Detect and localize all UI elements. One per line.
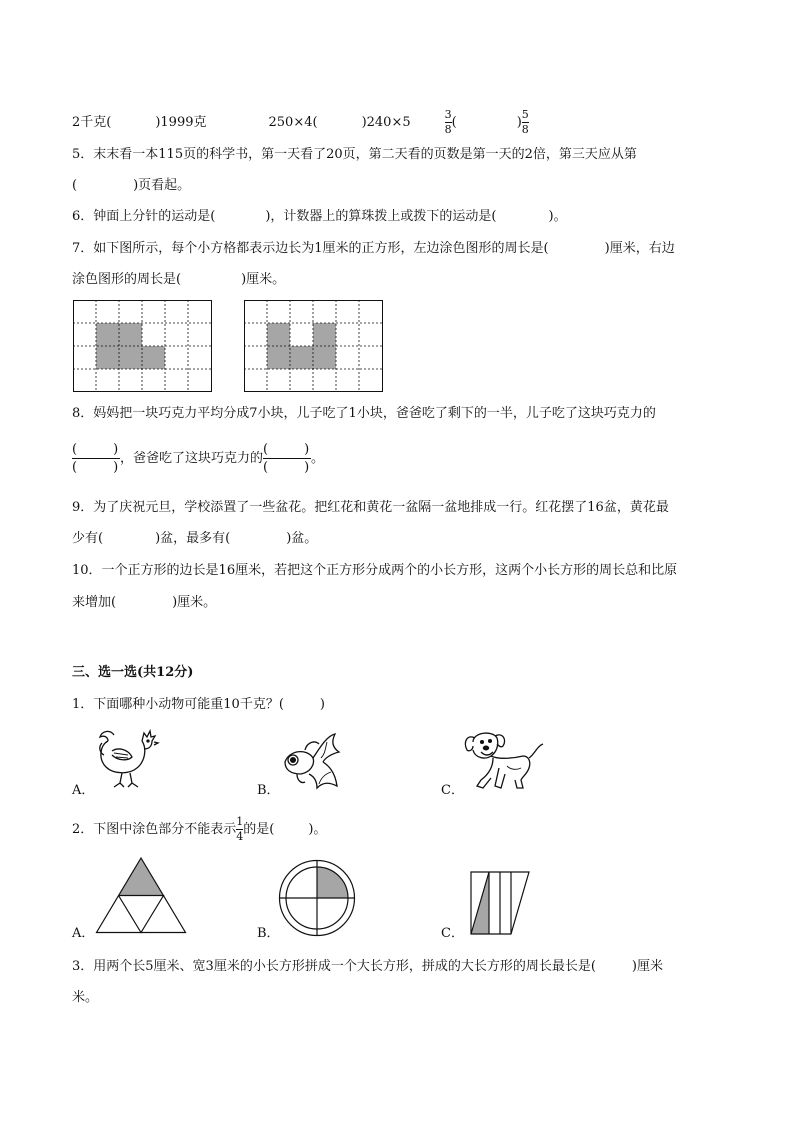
q4-c-close: ) <box>516 115 522 130</box>
q9-line1: 9．为了庆祝元旦，学校添置了一些盆花。把红花和黄花一盆隔一盆地排成一行。红花摆了16盆，黄花最 <box>72 500 669 515</box>
shaded-cell <box>119 323 142 346</box>
q4-b-right: )240×5 <box>361 115 411 130</box>
s3q3-line2: 米。 <box>72 990 99 1005</box>
q5-line2: ( )页看起。 <box>72 178 191 193</box>
shaded-cell <box>96 323 119 346</box>
s3q1-option-a[interactable]: A． <box>72 783 95 798</box>
s3q2-fraction-1-4: $\frac{1}{4}$ <box>236 815 244 843</box>
shaded-cell <box>267 323 290 346</box>
section3-title: 三、选一选(共12分) <box>72 665 194 680</box>
q8-line1: 8．妈妈把一块巧克力平均分成7小块，儿子吃了1小块，爸爸吃了剩下的一半，儿子吃了这块巧克力的 <box>72 406 656 421</box>
shaded-triangle <box>119 858 164 896</box>
s3q1-line: 1．下面哪种小动物可能重10千克？( ) <box>72 697 325 712</box>
triangle-figure <box>96 857 186 933</box>
grid-dashed-lines <box>73 300 212 392</box>
circle-figure <box>278 859 356 937</box>
s3q2-line: 2．下图中涂色部分不能表示 $\frac{1}{4}$ 的是( )。 <box>72 815 327 843</box>
shaded-cell <box>119 346 142 369</box>
goldfish-icon <box>281 732 343 792</box>
q8-blank-fraction-son: ( ) ( ) <box>72 442 119 475</box>
shaded-cell <box>142 346 165 369</box>
q4-fraction-5-8: $\frac{5}{8}$ <box>521 108 529 136</box>
shaded-cell <box>313 346 336 369</box>
s3q3-line1: 3．用两个长5厘米、宽3厘米的小长方形拼成一个大长方形，拼成的大长方形的周长最长是( )厘米 <box>72 959 663 974</box>
shaded-cell <box>313 323 336 346</box>
shaded-cell <box>267 346 290 369</box>
left-grid-figure <box>73 300 212 392</box>
s3q2-option-b[interactable]: B． <box>257 926 280 941</box>
parallelogram-figure <box>470 871 530 935</box>
q4-c-open: ( <box>451 115 457 130</box>
s3q1-option-b[interactable]: B． <box>257 783 280 798</box>
s3q1-option-c[interactable]: C． <box>441 783 464 798</box>
shaded-cell <box>96 346 119 369</box>
q7-line2: 涂色图形的周长是( )厘米。 <box>72 272 286 287</box>
right-grid-figure <box>244 300 383 392</box>
q4-row <box>72 109 529 136</box>
q10-line2: 来增加( )厘米。 <box>72 595 217 610</box>
q8-blank-fraction-dad: ( ) ( ) <box>263 442 310 475</box>
s3q2-option-a[interactable]: A． <box>72 926 95 941</box>
q8-line2: ( ) ( )，爸爸吃了这块巧克力的( ) ( )。 <box>72 442 325 475</box>
q6-line: 6．钟面上分针的运动是( )，计数器上的算珠拨上或拨下的运动是( )。 <box>72 209 567 224</box>
q4-fraction-3-8: $\frac{3}{8}$ <box>444 108 452 136</box>
s3q2-option-c[interactable]: C． <box>441 926 464 941</box>
hen-icon <box>94 725 160 791</box>
q4-a-right: )1999克 <box>155 115 207 130</box>
q7-line1: 7．如下图所示，每个小方格都表示边长为1厘米的正方形，左边涂色图形的周长是( )厘米，右边 <box>72 241 675 256</box>
q4-a-left: 2千克( <box>72 115 112 130</box>
shaded-cell <box>290 346 313 369</box>
q4-b-left: 250×4( <box>268 115 318 130</box>
grid-dashed-lines <box>244 300 383 392</box>
q10-line1: 10．一个正方形的边长是16厘米，若把这个正方形分成两个的小长方形，这两个小长方形的周长总和比原 <box>72 563 678 578</box>
q9-line2: 少有( )盆，最多有( )盆。 <box>72 531 318 546</box>
puppy-icon <box>463 728 545 792</box>
q5-line1: 5．末末看一本115页的科学书，第一天看了20页，第二天看的页数是第一天的2倍，第三天应从第 <box>72 147 637 162</box>
